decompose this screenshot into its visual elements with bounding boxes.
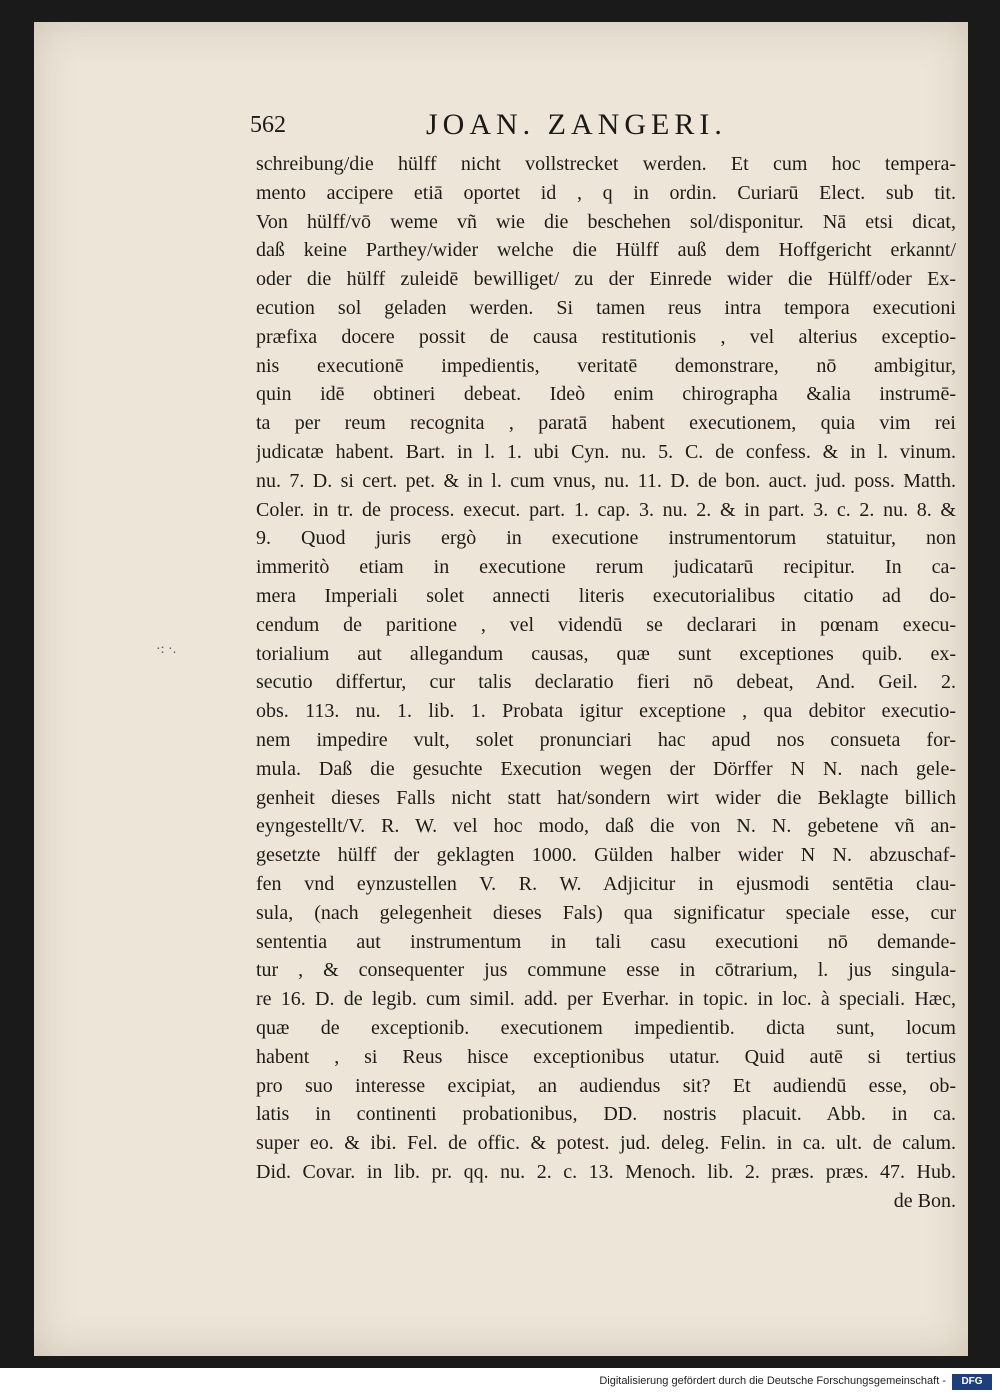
text-line: pro suo interesse excipiat, an audiendus sit? Et audiendū esse, ob- [256, 1074, 956, 1097]
text-line: Coler. in tr. de process. execut. part. 1. cap. 3. nu. 2. & in part. 3. c. 2. nu. 8. & [256, 498, 956, 521]
text-line: de Bon. [893, 1189, 956, 1212]
body-text [256, 150, 956, 1215]
text-line: sula, (nach gelegenheit dieses Fals) qua significatur speciale esse, cur [256, 901, 956, 924]
text-line: quin idē obtineri debeat. Ideò enim chirographa &alia instrumē- [256, 383, 956, 406]
dfg-logo-icon: DFG [952, 1374, 992, 1390]
text-line: tur , & consequenter jus commune esse in cōtrarium, l. jus singula- [256, 959, 956, 982]
text-line: mento accipere etiā oportet id , q in ordin. Curiarū Elect. sub tit. [256, 181, 956, 204]
text-line: 9. Quod juris ergò in executione instrumentorum statuitur, non [256, 527, 956, 550]
text-line: fen vnd eynzustellen V. R. W. Adjicitur in ejusmodi sentētia clau- [256, 872, 956, 895]
text-line: quæ de exceptionib. executionem impedientib. dicta sunt, locum [256, 1016, 956, 1039]
text-line: cendum de paritione , vel videndū se declarari in pœnam execu- [256, 613, 956, 636]
text-line: mera Imperiali solet annecti literis executorialibus citatio ad do- [256, 584, 956, 607]
text-line: oder die hülff zuleidē bewilliget/ zu der Einrede wider die Hülff/oder Ex- [256, 268, 956, 291]
text-line: Von hülff/vō weme vñ wie die beschehen sol/disponitur. Nā etsi dicat, [256, 210, 956, 233]
text-line: nu. 7. D. si cert. pet. & in l. cum vnus, nu. 11. D. de bon. auct. jud. poss. Matth. [256, 469, 956, 492]
footer-bar [0, 1368, 1000, 1396]
text-line: nis executionē impedientis, veritatē demonstrare, nō ambigitur, [256, 354, 956, 377]
text-line: immeritò etiam in executione rerum judicatarū recipitur. In ca- [256, 556, 956, 579]
text-line: latis in continenti probationibus, DD. nostris placuit. Abb. in ca. [256, 1103, 956, 1126]
text-line: ecution sol geladen werden. Si tamen reus intra tempora executioni [256, 296, 956, 319]
page-number: 562 [250, 112, 286, 138]
running-title: JOAN. ZANGERI. [426, 108, 727, 141]
text-line: ta per reum recognita , paratā habent executionem, quia vim rei [256, 412, 956, 435]
text-line: torialium aut allegandum causas, quæ sunt exceptiones quib. ex- [256, 642, 956, 665]
text-line: super eo. & ibi. Fel. de offic. & potest. jud. deleg. Felin. in ca. ult. de calum. [256, 1132, 956, 1155]
text-line: sententia aut instrumentum in tali casu executioni nō demande- [256, 930, 956, 953]
text-line: Did. Covar. in lib. pr. qq. nu. 2. c. 13. Menoch. lib. 2. præs. præs. 47. Hub. [256, 1160, 956, 1183]
text-line: eyngestellt/V. R. W. vel hoc modo, daß die von N. N. gebetene vñ an- [256, 815, 956, 838]
text-line: obs. 113. nu. 1. lib. 1. Probata igitur exceptione , qua debitor executio- [256, 700, 956, 723]
text-line: mula. Daß die gesuchte Execution wegen der Dörffer N N. nach gele- [256, 757, 956, 780]
text-line: gesetzte hülff der geklagten 1000. Gülden halber wider N N. abzuschaf- [256, 844, 956, 867]
text-line: habent , si Reus hisce exceptionibus utatur. Quid autē si tertius [256, 1045, 956, 1068]
margin-note: ·: ·. [156, 642, 177, 657]
text-line: præfixa docere possit de causa restitutionis , vel alterius exceptio- [256, 325, 956, 348]
text-line: nem impedire vult, solet pronunciari hac apud nos consueta for- [256, 728, 956, 751]
text-line: genheit dieses Falls nicht statt hat/sondern wirt wider die Beklagte billich [256, 786, 956, 809]
text-line: secutio differtur, cur talis declaratio fieri nō debeat, And. Geil. 2. [256, 671, 956, 694]
text-line: re 16. D. de legib. cum simil. add. per Everhar. in topic. in loc. à speciali. Hæc, [256, 988, 956, 1011]
footer-credit: Digitalisierung gefördert durch die Deutsche Forschungsgemeinschaft - [599, 1375, 946, 1387]
page-header [250, 108, 970, 152]
text-line: judicatæ habent. Bart. in l. 1. ubi Cyn. nu. 5. C. de confess. & in l. vinum. [256, 440, 956, 463]
text-line: schreibung/die hülff nicht vollstrecket werden. Et cum hoc tempera- [256, 153, 956, 175]
text-line: daß keine Parthey/wider welche die Hülff auß dem Hoffgericht erkannt/ [256, 239, 956, 262]
